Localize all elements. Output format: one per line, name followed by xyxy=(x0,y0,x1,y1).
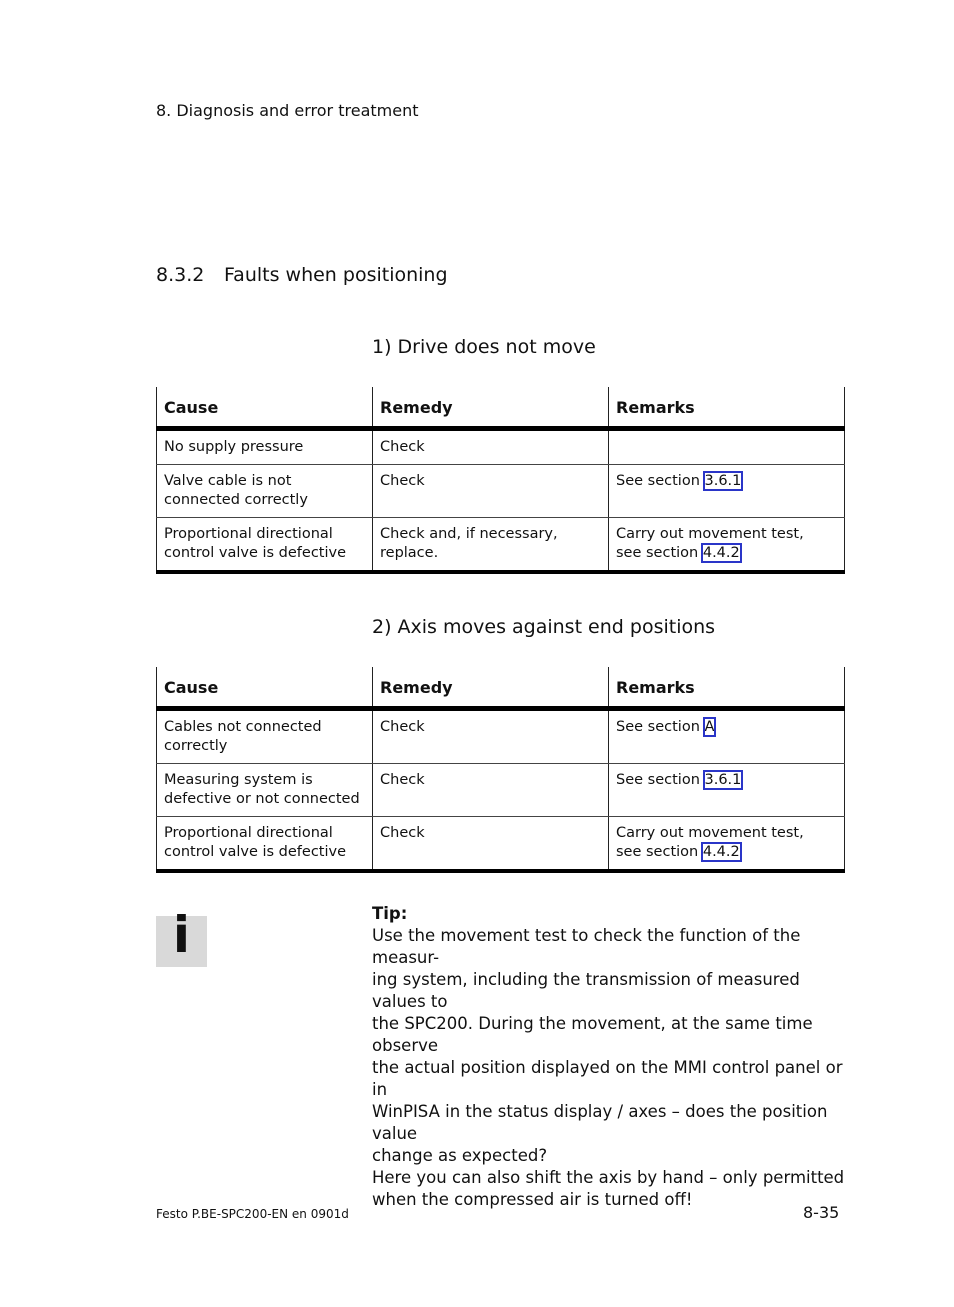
tip-line: WinPISA in the status display / axes – does the position value xyxy=(372,1102,828,1143)
table-row xyxy=(157,764,845,817)
footer-document-id: Festo P.BE-SPC200-EN en 0901d xyxy=(156,1207,349,1221)
remedy-cell: Check xyxy=(373,429,609,465)
remedy-cell: Check xyxy=(373,764,609,817)
remedy-cell: Check xyxy=(373,817,609,872)
remedy-cell: Check xyxy=(373,465,609,518)
section-reference-link[interactable]: 3.6.1 xyxy=(704,473,742,489)
table2-heading: 2) Axis moves against end positions xyxy=(372,616,716,638)
remarks-text: Carry out movement test, xyxy=(616,526,804,542)
chapter-header: 8. Diagnosis and error treatment xyxy=(156,101,419,120)
section-reference-link[interactable]: A xyxy=(704,719,715,735)
column-header-remarks: Remarks xyxy=(609,667,845,709)
column-header-remarks: Remarks xyxy=(609,387,845,429)
section-title: Faults when positioning xyxy=(224,264,448,286)
remarks-link[interactable]: See section A xyxy=(616,719,715,735)
cause-cell: No supply pressure xyxy=(157,429,373,465)
remedy-cell: Check and, if necessary, replace. xyxy=(373,518,609,573)
faults-table-axis-moves-against-end-positions xyxy=(156,667,845,873)
remarks-cell xyxy=(609,465,845,518)
table-row xyxy=(157,817,845,872)
remarks-cell xyxy=(609,518,845,573)
cause-cell: Proportional directional control valve is defective xyxy=(157,817,373,872)
remarks-cell xyxy=(609,709,845,764)
cause-cell: Proportional directional control valve is defective xyxy=(157,518,373,573)
remarks-text: Carry out movement test, xyxy=(616,825,804,841)
table-row xyxy=(157,709,845,764)
tip-line: when the compressed air is turned off! xyxy=(372,1190,693,1209)
table-row xyxy=(157,518,845,573)
cause-cell: Measuring system is defective or not connected xyxy=(157,764,373,817)
remarks-cell xyxy=(609,817,845,872)
table1-heading: 1) Drive does not move xyxy=(372,336,596,358)
info-icon-box xyxy=(156,906,207,967)
table-row xyxy=(157,465,845,518)
cause-cell: Cables not connected correctly xyxy=(157,709,373,764)
tip-title: Tip: xyxy=(372,904,408,923)
section-reference-link[interactable]: 4.4.2 xyxy=(702,545,740,561)
section-reference-link[interactable]: 4.4.2 xyxy=(702,844,740,860)
faults-table-drive-does-not-move xyxy=(156,387,845,574)
tip-block xyxy=(372,903,846,1211)
section-heading xyxy=(156,264,448,286)
footer-page-number: 8-35 xyxy=(803,1203,840,1222)
tip-line: change as expected? xyxy=(372,1146,548,1165)
column-header-cause: Cause xyxy=(157,387,373,429)
remarks-link[interactable]: see section 4.4.2 xyxy=(616,545,740,561)
section-reference-link[interactable]: 3.6.1 xyxy=(704,772,742,788)
column-header-remedy: Remedy xyxy=(373,667,609,709)
section-number: 8.3.2 xyxy=(156,264,205,286)
remarks-cell xyxy=(609,764,845,817)
column-header-cause: Cause xyxy=(157,667,373,709)
tip-line: the actual position displayed on the MMI control panel or in xyxy=(372,1058,843,1099)
tip-line: Use the movement test to check the function of the measur- xyxy=(372,926,801,967)
tip-line: Here you can also shift the axis by hand – only permitted xyxy=(372,1168,845,1187)
tip-line: ing system, including the transmission of measured values to xyxy=(372,970,800,1011)
remarks-cell xyxy=(609,429,845,465)
remarks-link[interactable]: See section 3.6.1 xyxy=(616,473,742,489)
remarks-link[interactable]: see section 4.4.2 xyxy=(616,844,740,860)
column-header-remedy: Remedy xyxy=(373,387,609,429)
cause-cell: Valve cable is not connected correctly xyxy=(157,465,373,518)
info-icon: i xyxy=(172,906,191,964)
table-header-row xyxy=(157,667,845,709)
remedy-cell: Check xyxy=(373,709,609,764)
table-row xyxy=(157,429,845,465)
remarks-link[interactable]: See section 3.6.1 xyxy=(616,772,742,788)
table-header-row xyxy=(157,387,845,429)
tip-line: the SPC200. During the movement, at the same time observe xyxy=(372,1014,813,1055)
